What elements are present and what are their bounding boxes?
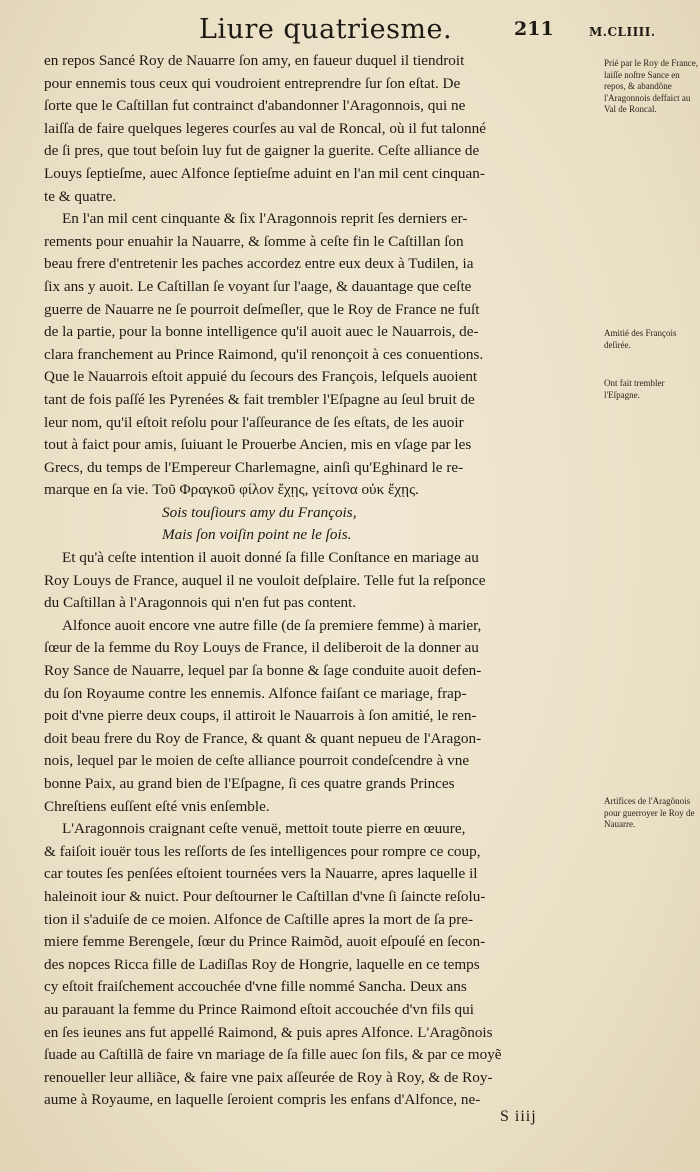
text-line: nois, lequel par le moien de ceſte alliance pourroit condeſcendre à vne <box>44 752 470 770</box>
text-line: de ſi pres, que tout beſoin luy fut de gaigner la guerite. Ceſte alliance de <box>44 142 480 160</box>
page-header <box>44 14 684 48</box>
text-line: ſorte que le Caſtillan fut contrainct d'abandonner l'Aragonnois, qui ne <box>44 97 466 115</box>
main-text-block <box>44 50 594 1112</box>
text-line: renoueller leur alliãce, & faire vne paix aſſeurée de Roy à Roy, & de Roy- <box>44 1068 493 1086</box>
page-number: 211 <box>514 18 554 40</box>
text-line: cy eſtoit fraiſchement accouchée d'vne fille nommé Sancha. Deux ans <box>44 978 467 996</box>
text-line: bonne Paix, au grand bien de l'Eſpagne, ſi ces quatre grands Princes <box>44 775 455 792</box>
text-line: Roy Sance de Nauarre, lequel par ſa bonne & ſage conduite auoit defen- <box>44 662 482 680</box>
text-line: ſuade au Caſtillã de faire vn mariage de ſa fille auec ſon fils, & par ce moyẽ <box>44 1046 502 1064</box>
text-line: poit d'vne pierre deux coups, il attiroit le Nauarrois à ſon amitié, le ren- <box>44 707 477 725</box>
text-line: beau frere d'entretenir les paches accordez entre eux deux à Tudilen, ia <box>44 255 474 273</box>
paragraph-start-line: En l'an mil cent cinquante & ſix l'Aragonnois reprit ſes derniers er- <box>62 210 468 228</box>
text-line: Roy Louys de France, auquel il ne vouloit deſplaire. Telle fut la reſponce <box>44 571 486 589</box>
margin-note-amitie: Amitié des François deſirée. <box>604 328 677 350</box>
text-line: rements pour enuahir la Nauarre, & ſomme à ceſte fin le Caſtillan ſon <box>44 232 464 250</box>
text-line: pour ennemis tous ceux qui voudroient entreprendre ſur ſon eſtat. De <box>44 74 461 92</box>
text-line: du ſon Royaume contre les ennemis. Alfonce faiſant ce mariage, frap- <box>44 684 467 702</box>
text-line: Louys ſeptieſme, auec Alfonce ſeptieſme aduint en l'an mil cent cinquan- <box>44 164 485 182</box>
text-line: leur nom, qu'il eſtoit reſolu pour l'aſſeurance de ſes eſtats, de les auoir <box>44 413 464 431</box>
text-line: laiſſa de faire quelques legeres courſes au val de Roncal, où il fut talonné <box>44 119 486 137</box>
margin-note-artifices: Artifices de l'Aragõnois pour guerroyer le Roy de Nauarre. <box>604 796 695 829</box>
text-line: des nopces Ricca fille de Ladiſlas Roy de Hongrie, laquelle en ce temps <box>44 955 480 973</box>
text-line: Que le Nauarrois eſtoit appuié du ſecours des François, leſquels auoient <box>44 368 478 386</box>
margin-note-trembler: Ont fait trembler l'Eſpagne. <box>604 378 665 400</box>
verse-line: Sois touſiours amy du François, <box>162 503 357 521</box>
year-marker: M.CLIIII. <box>589 25 656 39</box>
text-line: tion il s'aduiſe de ce moien. Alfonce de Caſtille apres la mort de ſa pre- <box>44 910 474 928</box>
text-line: haleinoit iour & nuict. Pour deſtourner le Caſtillan d'vne ſi ſaincte reſolu- <box>44 887 486 905</box>
paragraph-start-line: Et qu'à ceſte intention il auoit donné ſa fille Conſtance en mariage au <box>62 549 479 567</box>
signature-mark: S iiij <box>500 1108 537 1125</box>
text-line: tout à faict pour amis, ſuiuant le Prouerbe Ancien, mis en vſage par les <box>44 436 472 454</box>
text-line: au parauant la femme du Prince Raimond eſtoit accouchée d'vn fils qui <box>44 1000 474 1018</box>
running-title: Liure quatriesme. <box>199 14 453 45</box>
margin-note-roncal: Prié par le Roy de France, laiſſe noſtre Sance en repos, & abandõne l'Aragonnois deffaict au Val de Roncal. <box>604 58 698 114</box>
verse-line: Mais ſon voiſin point ne le ſois. <box>162 526 352 544</box>
text-line: miere femme Berengele, ſœur du Prince Raimõd, auoit eſpouſé en ſecon- <box>44 933 486 951</box>
text-line: en repos Sancé Roy de Nauarre ſon amy, en faueur duquel il tiendroit <box>44 52 465 69</box>
text-line: Grecs, du temps de l'Empereur Charlemagne, ainſi qu'Eghinard le re- <box>44 458 464 476</box>
text-line: aume à Royaume, en laquelle ſeroient compris les enfans d'Alfonce, ne- <box>44 1091 481 1109</box>
paragraph-start-line: L'Aragonnois craignant ceſte venuë, mettoit toute pierre en œuure, <box>62 820 466 838</box>
paragraph-start-line: Alfonce auoit encore vne autre fille (de ſa premiere femme) à marier, <box>62 616 482 634</box>
text-line: Chreſtiens euſſent eſté vnis enſemble. <box>44 797 270 815</box>
text-line: car toutes ſes penſées eſtoient tournées vers la Nauarre, apres laquelle il <box>44 865 478 883</box>
text-line: du Caſtillan à l'Aragonnois qui n'en fut pas content. <box>44 594 357 612</box>
text-line: guerre de Nauarre ne ſe pourroit deſmeſler, que le Roy de France ne fuſt <box>44 300 480 318</box>
text-line: ſix ans y auoit. Le Caſtillan ſe voyant ſur l'aage, & dauantage que ceſte <box>44 277 472 295</box>
text-line: en ſes ieunes ans fut appellé Raimond, & puis apres Alfonce. L'Aragõnois <box>44 1023 493 1041</box>
text-line: de la partie, pour la bonne intelligence qu'il auoit auec le Nauarrois, de- <box>44 323 479 341</box>
text-line: & faiſoit iouër tous les reſſorts de ſes intelligences pour rompre ce coup, <box>44 842 481 860</box>
text-line: ſœur de la femme du Roy Louys de France, il deliberoit de la donner au <box>44 639 479 657</box>
text-line: tant de fois paſſé les Pyrenées & fait trembler l'Eſpagne au ſeul bruit de <box>44 390 475 408</box>
greek-proverb-line: marque en ſa vie. Τοῦ Φραγκοῦ φίλον ἔχῃς, γείτονα οὐκ ἔχῃς. <box>44 481 419 499</box>
text-line: te & quatre. <box>44 187 117 205</box>
text-line: doit beau frere du Roy de France, & quant & quant nepueu de l'Aragon- <box>44 729 482 747</box>
text-line: clara franchement au Prince Raimond, qu'il renonçoit à ces conuentions. <box>44 345 484 363</box>
